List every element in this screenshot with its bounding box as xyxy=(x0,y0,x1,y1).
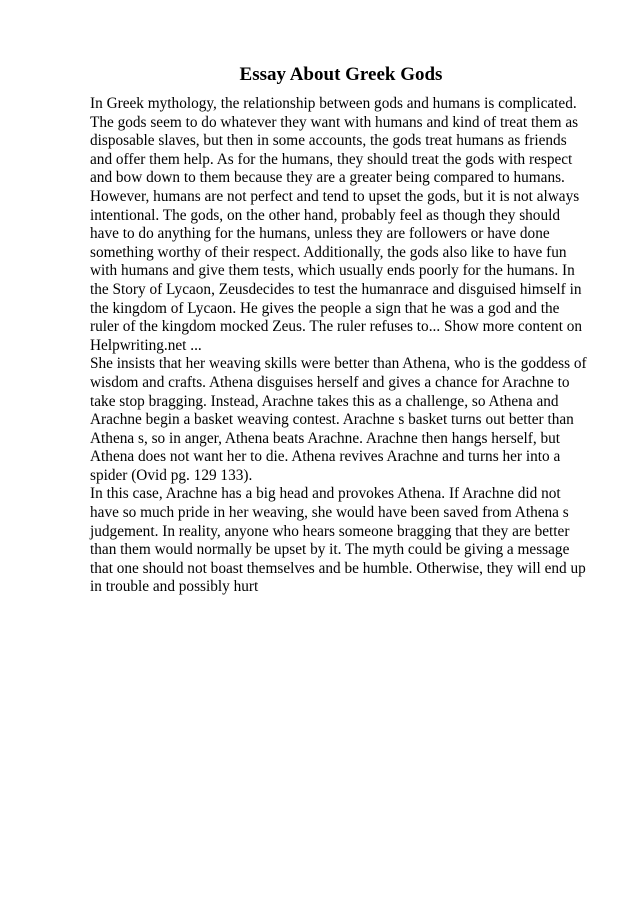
paragraph-2: She insists that her weaving skills were better than Athena, who is the goddess of wisdom and crafts. Athena disguises herself and gives a chance for Arachne to take stop bragging. Instead, Arachne takes this as a challenge, so Athena and Arachne begin a basket weaving contest. Arachne s basket turns out better than Athena s, so in anger, Athena beats Arachne. Arachne then hangs herself, but Athena does not want her to die. Athena revives Arachne and turns her into a spider (Ovid pg. 129 133). xyxy=(90,355,587,484)
paragraph-1: In Greek mythology, the relationship between gods and humans is complicated. The gods seem to do whatever they want with humans and kind of treat them as disposable slaves, but then in some accounts, the gods treat humans as friends and offer them help. As for the humans, they should treat the gods with respect and bow down to them because they are a greater being compared to humans. However, humans are not perfect and tend to upset the gods, but it is not always intentional. The gods, on the other hand, probably feel as though they should have to do anything for the humans, unless they are followers or have done something worthy of their respect. Additionally, the gods also like to have fun with humans and give them tests, which usually ends poorly for the humans. In the Story of Lycaon, Zeusdecides to test the humanrace and disguised himself in the kingdom of Lycaon. He gives the people a sign that he was a god and the ruler of the kingdom mocked Zeus. The ruler refuses to... Show more content on Helpwriting.net ... xyxy=(90,95,583,354)
document-title: Essay About Greek Gods xyxy=(239,64,443,85)
document-body xyxy=(90,95,592,597)
paragraph-3: In this case, Arachne has a big head and provokes Athena. If Arachne did not have so much pride in her weaving, she would have been saved from Athena s judgement. In reality, anyone who hears someone bragging that they are better than them would normally be upset by it. The myth could be giving a message that one should not boast themselves and be humble. Otherwise, they will end up in trouble and possibly hurt xyxy=(90,485,586,596)
